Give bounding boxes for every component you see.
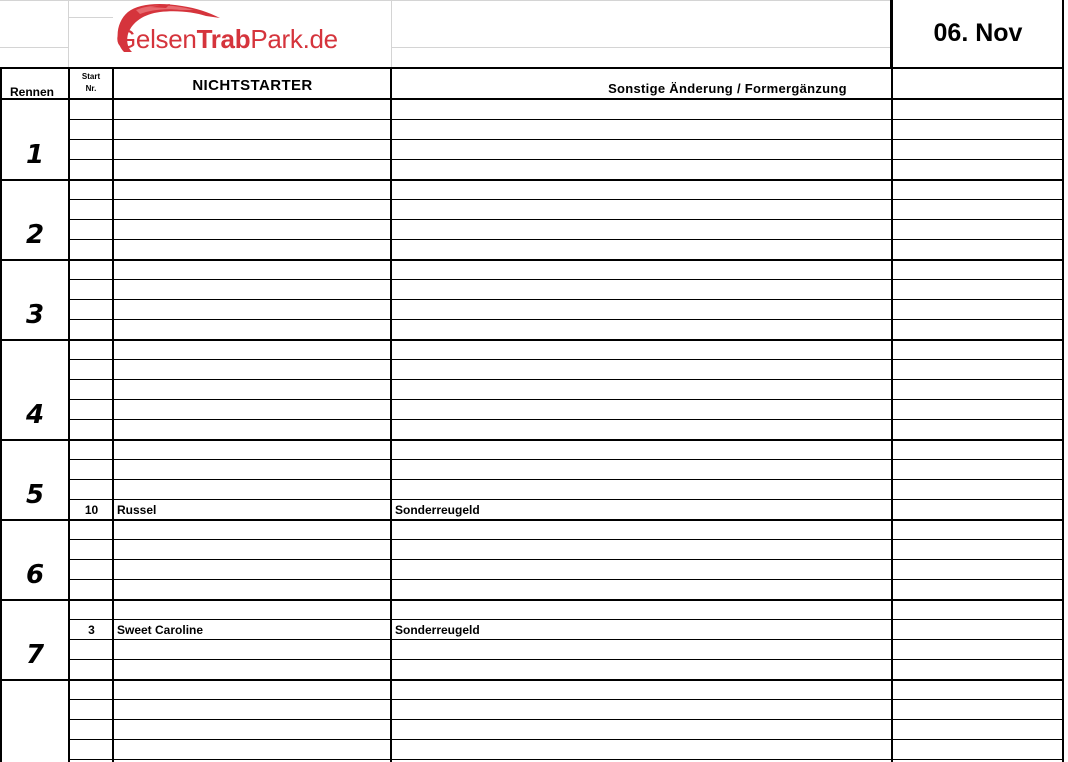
race-separator-line <box>0 439 1064 441</box>
row-line <box>69 739 1064 740</box>
entry-info: Sonderreugeld <box>395 503 480 517</box>
grid-col-line <box>391 0 392 67</box>
logo-text <box>116 24 338 55</box>
row-line <box>69 639 1064 640</box>
row-line <box>69 559 1064 560</box>
row-line <box>69 619 1064 620</box>
logo-text-part: Gelsen <box>116 24 197 54</box>
row-line <box>69 359 1064 360</box>
col-border-name <box>112 67 114 762</box>
entry-start-nr: 10 <box>84 503 99 517</box>
row-line <box>69 139 1064 140</box>
entry-start-nr: 3 <box>88 623 95 637</box>
race-separator-line <box>0 179 1064 181</box>
row-line <box>69 659 1064 660</box>
race-number: 4 <box>25 400 45 430</box>
row-line <box>69 419 1064 420</box>
row-line <box>69 499 1064 500</box>
row-line <box>69 479 1064 480</box>
table-right-border <box>1062 67 1064 762</box>
race-separator-line <box>0 519 1064 521</box>
row-line <box>69 699 1064 700</box>
col-border-info <box>390 67 392 762</box>
race-separator-line <box>0 259 1064 261</box>
race-separator-line <box>0 599 1064 601</box>
row-line <box>69 319 1064 320</box>
header-bottom-border <box>68 98 1064 100</box>
header-sonstige: Sonstige Änderung / Formergänzung <box>608 81 847 96</box>
race-number: 7 <box>25 640 45 670</box>
row-line <box>69 759 1064 760</box>
entry-horse-name: Russel <box>117 503 157 517</box>
row-line <box>69 459 1064 460</box>
grid-cell-line <box>68 17 113 18</box>
row-line <box>69 239 1064 240</box>
grid-cell-line <box>391 47 891 48</box>
date-label: 06. Nov <box>933 18 1023 47</box>
race-separator-line <box>0 679 1064 681</box>
row-line <box>69 579 1064 580</box>
row-line <box>69 719 1064 720</box>
row-line <box>69 159 1064 160</box>
entry-horse-name: Sweet Caroline <box>117 623 204 637</box>
row-line <box>69 379 1064 380</box>
header-rennen: Rennen <box>10 85 55 99</box>
col-border-extra <box>891 98 893 762</box>
row-line <box>69 539 1064 540</box>
race-separator-line <box>0 339 1064 341</box>
row-line <box>69 199 1064 200</box>
race-number: 6 <box>25 560 45 590</box>
grid-col-line <box>68 0 69 67</box>
header-nichtstarter: NICHTSTARTER <box>192 77 313 94</box>
header-start-line2: Nr. <box>85 84 97 93</box>
row-line <box>69 279 1064 280</box>
race-number: 2 <box>25 220 45 250</box>
row-line <box>69 119 1064 120</box>
logo-text-part-bold: Trab <box>196 24 251 54</box>
row-line <box>69 219 1064 220</box>
row-line <box>69 399 1064 400</box>
race-number: 3 <box>25 300 45 330</box>
entry-info: Sonderreugeld <box>395 623 480 637</box>
race-number: 1 <box>25 140 45 170</box>
header-start-line1: Start <box>81 72 101 81</box>
race-number: 5 <box>25 480 45 510</box>
header-top-border <box>0 67 1064 69</box>
header-start-nr <box>70 71 112 95</box>
grid-cell-line <box>0 47 68 48</box>
logo-text-part: Park.de <box>250 24 338 54</box>
row-line <box>69 299 1064 300</box>
